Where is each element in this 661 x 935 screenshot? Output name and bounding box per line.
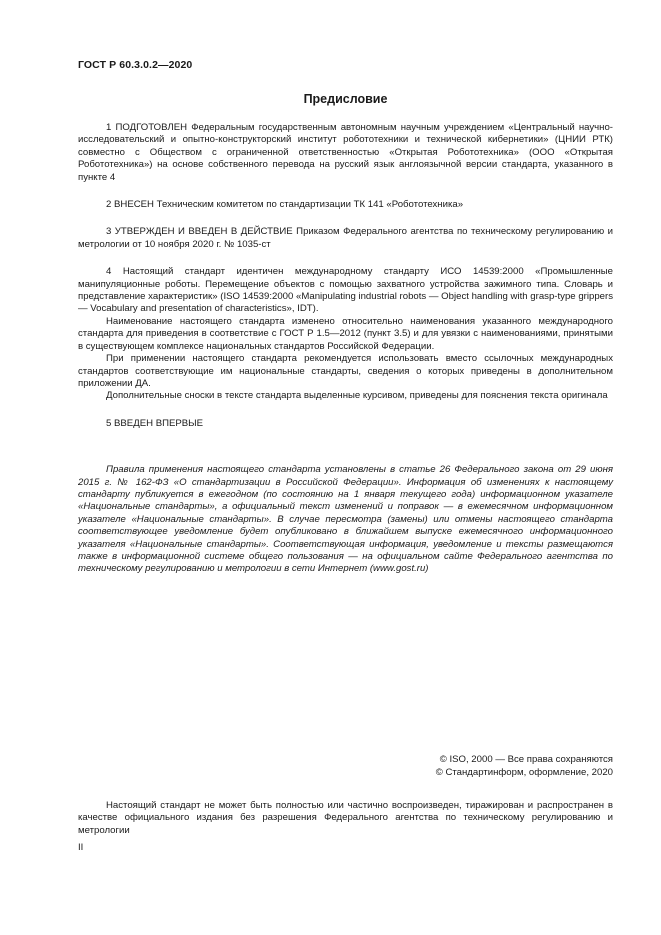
page-title: Предисловие: [303, 92, 388, 106]
reproduction-notice: [78, 800, 613, 837]
paragraph-references: При применении настоящего стандарта рекомендуется использовать вместо ссылочных международных стандартов соответствующие им национальные стандарты, сведения о которых приведены в дополнительном приложении ДА.: [78, 353, 613, 389]
paragraph-name-changed: Наименование настоящего стандарта изменено относительно наименования указанного международного стандарта для приведения в соответствие с ГОСТ Р 1.5—2012 (пункт 3.5) и для увязки с наименованиями, принятыми в существующем комплексе национальных стандартов Российской Федерации.: [78, 315, 613, 352]
standard-code: ГОСТ Р 60.3.0.2—2020: [78, 59, 193, 71]
page-number: II: [78, 842, 84, 853]
copyright-iso: © ISO, 2000 — Все права сохраняются: [439, 754, 613, 765]
copyright-block: [78, 753, 613, 779]
foreword-body: [78, 122, 613, 576]
paragraph-approved: 3 УТВЕРЖДЕН И ВВЕДЕН В ДЕЙСТВИЕ Приказом Федерального агентства по техническому регулированию и метрологии от 10 ноября 2020 г. № 1035-ст: [78, 226, 613, 250]
application-rules-notice: Правила применения настоящего стандарта установлены в статье 26 Федерального закона от 29 июня 2015 г. № 162-ФЗ «О стандартизации в Российской Федерации». Информация об изменениях к настоящему стандарту публикуется в ежегодном (по состоянию на 1 января текущего года) информационном указателе «Национальные стандарты», а официальный текст изменений и поправок — в ежемесячном информационном указателе «Национальные стандарты». В случае пересмотра (замены) или отмены настоящего стандарта соответствующее уведомление будет опубликовано в ближайшем выпуске ежемесячного информационного указателя «Национальные стандарты». Соответствующая информация, уведомление и тексты размещаются также в информационной системе общего пользования — на официальном сайте Федерального агентства по техническому регулированию и метрологии в сети Интернет (www.gost.ru): [78, 464, 613, 575]
paragraph-footnotes: Дополнительные сноски в тексте стандарта выделенные курсивом, приведены для пояснения текста оригинала: [106, 390, 608, 402]
reproduction-notice-text: Настоящий стандарт не может быть полностью или частично воспроизведен, тиражирован и распространен в качестве официального издания без разрешения Федерального агентства по техническому регулированию и метрологии: [78, 800, 613, 836]
paragraph-submitted: 2 ВНЕСЕН Техническим комитетом по стандартизации ТК 141 «Робототехника»: [106, 199, 464, 211]
paragraph-prepared: 1 ПОДГОТОВЛЕН Федеральным государственным автономным научным учреждением «Центральный научно-исследовательский и опытно-конструкторский институт робототехники и технической кибернетики» (ЦНИИ РТК) совместно с Обществом с ограниченной ответственностью «Открытая Робототехника» (ООО «Открытая Робототехника») на основе собственного перевода на русский язык англоязычной версии стандарта, указанного в пункте 4: [78, 122, 613, 183]
paragraph-identical: 4 Настоящий стандарт идентичен международному стандарту ИСО 14539:2000 «Промышленные манипуляционные роботы. Перемещение объектов с помощью захватного устройства зажимного типа. Словарь и представление характеристик» (ISO 14539:2000 «Manipulating industrial robots — Object handling with grasp-type grippers — Vocabulary and presentation of characteristics», IDT).: [78, 266, 613, 315]
copyright-standartinform: © Стандартинформ, оформление, 2020: [435, 767, 613, 778]
paragraph-introduced: 5 ВВЕДЕН ВПЕРВЫЕ: [106, 417, 204, 429]
